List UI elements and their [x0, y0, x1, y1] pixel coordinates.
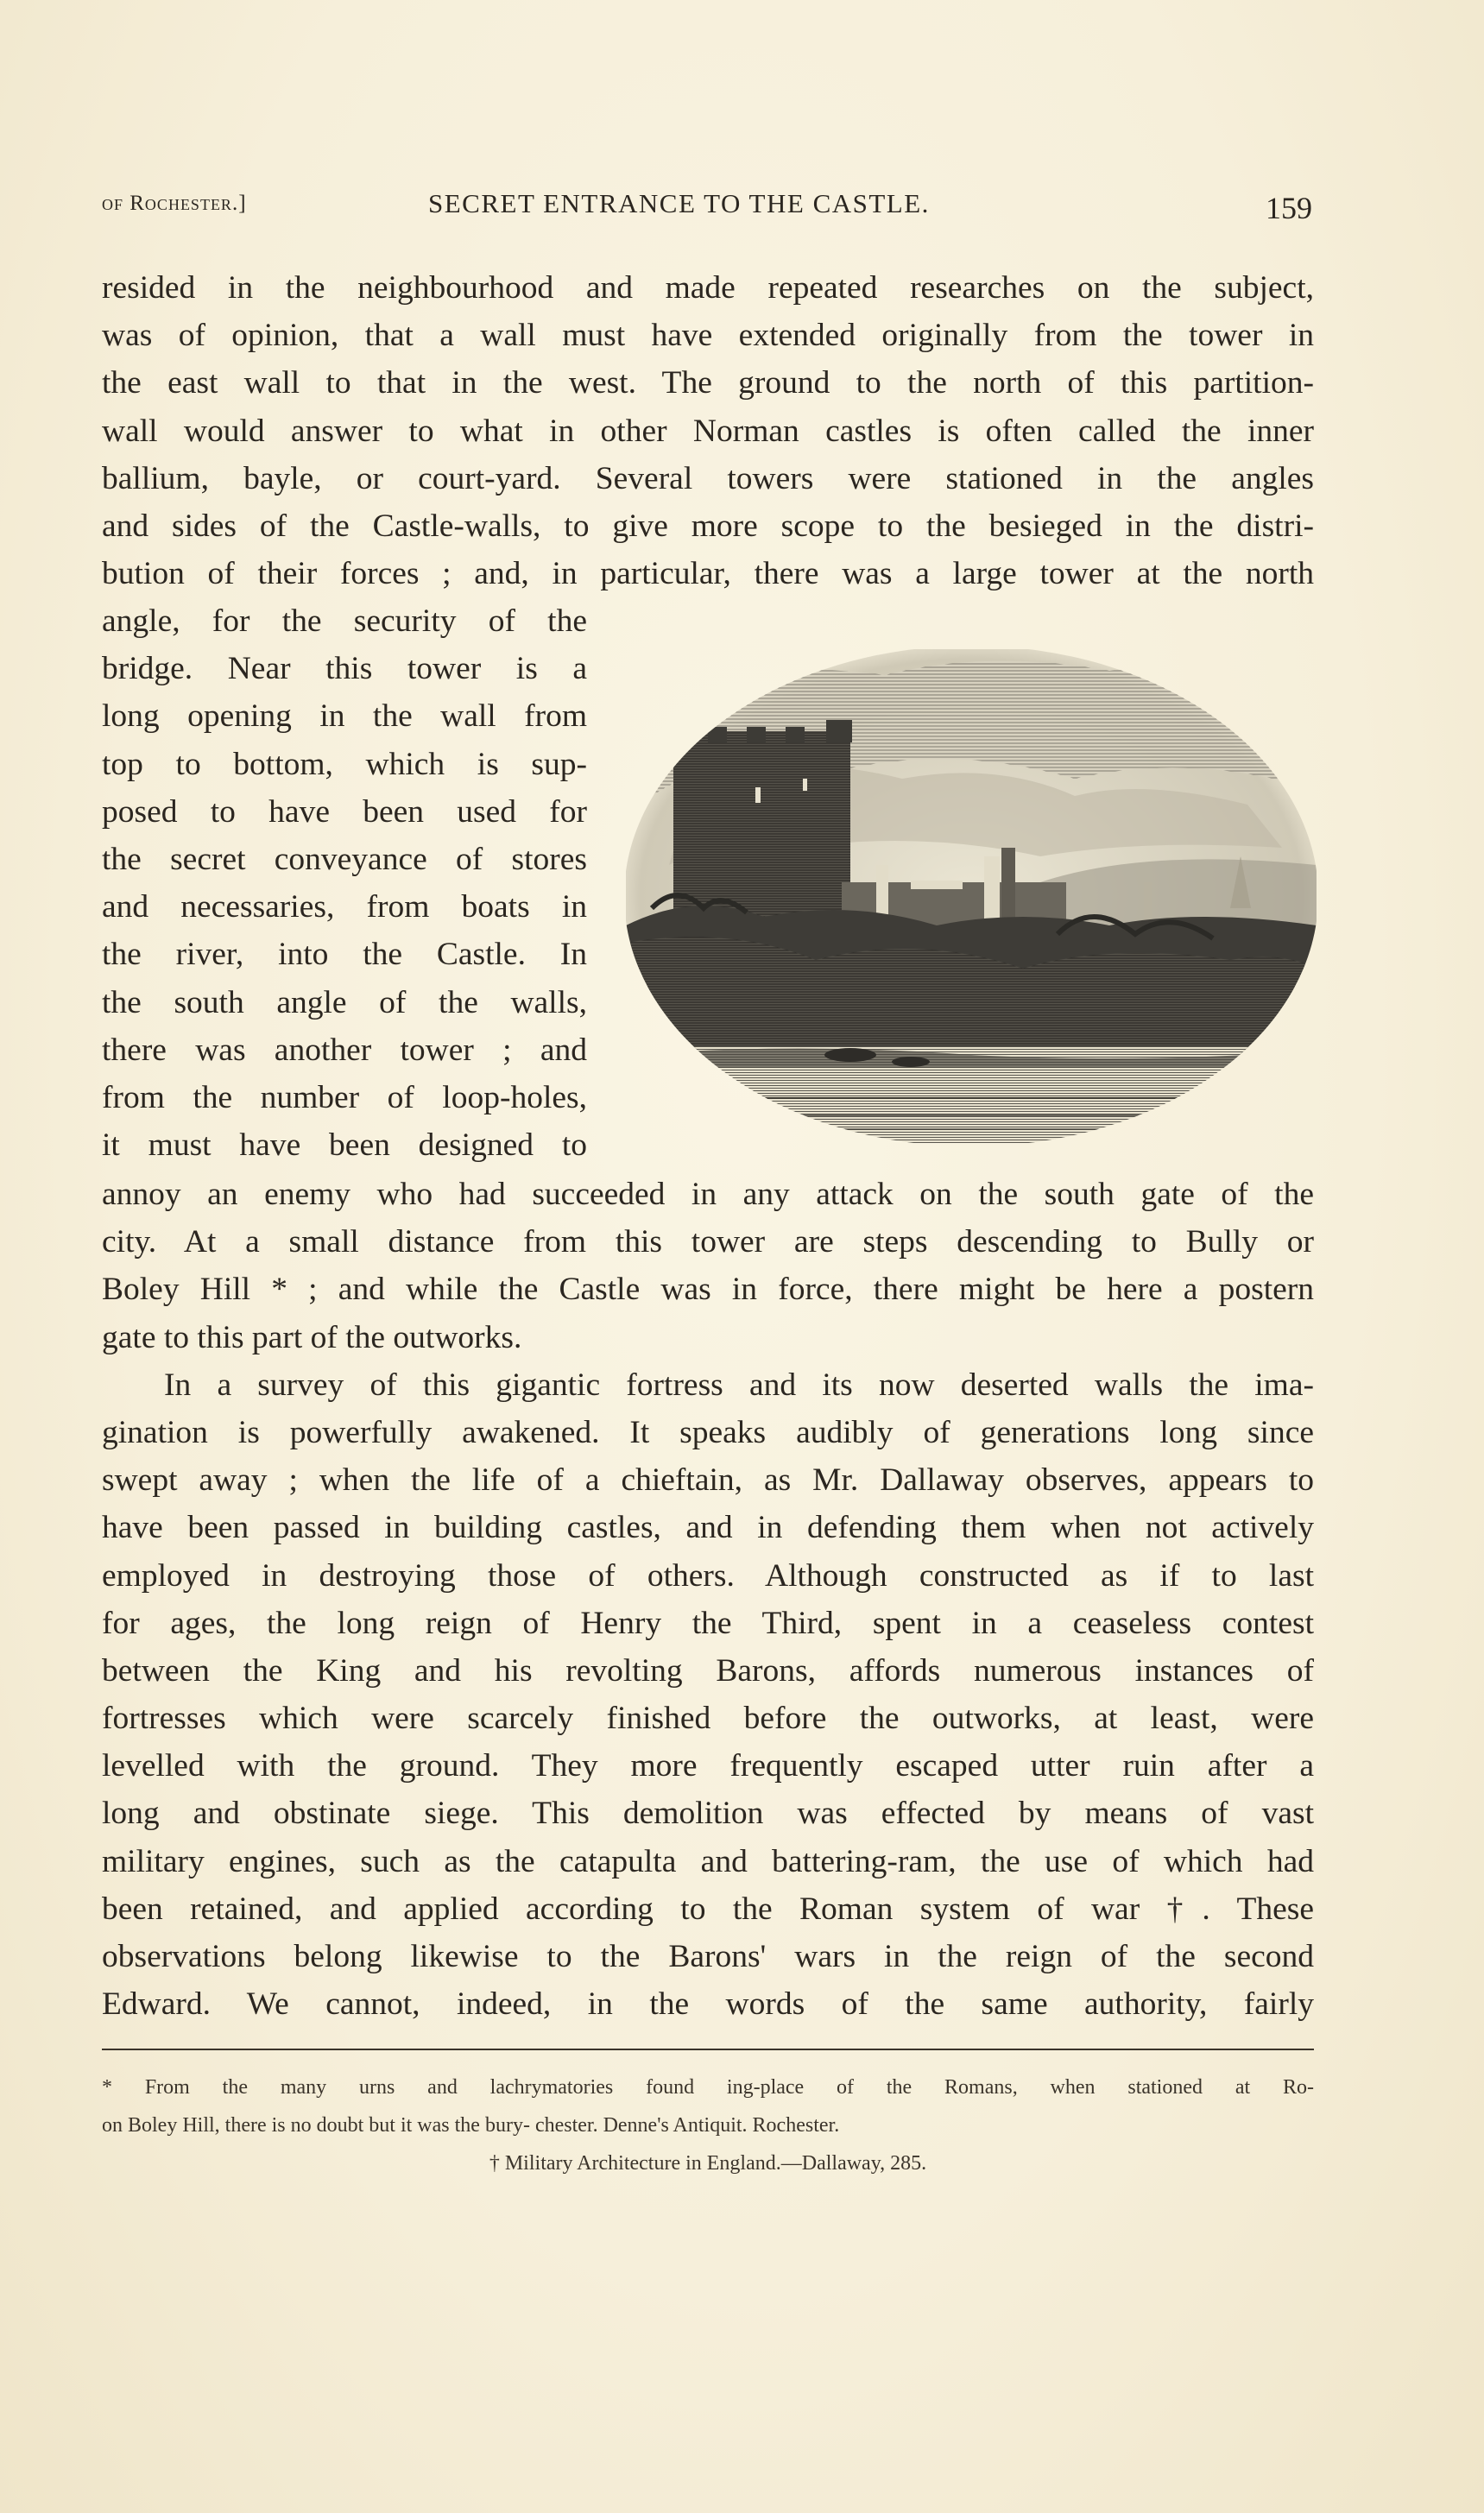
footnote-divider: [102, 2049, 1314, 2050]
text-line: the river, into the Castle. In: [102, 937, 587, 973]
page-number: 159: [1266, 191, 1312, 225]
running-header: [102, 188, 1312, 226]
text-line: between the King and his revolting Barons, affords numerous instances of: [102, 1652, 1314, 1689]
text-line: levelled with the ground. They more frequently escaped utter ruin after a: [102, 1748, 1314, 1784]
footnotes: [102, 2068, 1314, 2182]
text-line: top to bottom, which is sup-: [102, 746, 587, 782]
footnote-line: * From the many urns and lachrymatories found ing-place of the Romans, when stationed at Ro-: [102, 2076, 1314, 2099]
text-line: been retained, and applied according to the Roman system of war †. These: [102, 1891, 1314, 1927]
header-title: SECRET ENTRANCE TO THE CASTLE.: [428, 188, 930, 218]
text-line: Boley Hill * ; and while the Castle was in force, there might be here a postern: [102, 1272, 1314, 1308]
text-line: annoy an enemy who had succeeded in any attack on the south gate of the: [102, 1177, 1314, 1212]
footnote-line: † Military Architecture in England.—Dallaway, 285.: [489, 2152, 927, 2175]
header-section-label: of Rochester.]: [102, 192, 247, 215]
text-line: In a survey of this gigantic fortress and its now deserted walls the ima-: [164, 1367, 1314, 1403]
text-line: military engines, such as the catapulta and battering-ram, the use of which had: [102, 1843, 1314, 1879]
castle-engraving: [626, 649, 1317, 1143]
text-line: and sides of the Castle-walls, to give more scope to the besieged in the distri-: [102, 508, 1314, 544]
text-line: there was another tower ; and: [102, 1032, 587, 1068]
castle-engraving-image: [626, 649, 1317, 1143]
body-text-top: [102, 264, 1314, 597]
text-line: resided in the neighbourhood and made repeated researches on the subject,: [102, 270, 1314, 306]
text-line: wall would answer to what in other Norman castles is often called the inner: [102, 413, 1314, 449]
text-line: from the number of loop-holes,: [102, 1079, 587, 1115]
text-line: long opening in the wall from: [102, 698, 587, 735]
text-line: gate to this part of the outworks.: [102, 1319, 522, 1355]
text-line: bridge. Near this tower is a: [102, 651, 587, 687]
footnote-line: on Boley Hill, there is no doubt but it was the bury- chester. Denne's Antiquit. Rochester.: [102, 2114, 840, 2137]
text-line: the east wall to that in the west. The ground to the north of this partition-: [102, 365, 1314, 401]
text-line: for ages, the long reign of Henry the Third, spent in a ceaseless contest: [102, 1605, 1314, 1641]
text-line: employed in destroying those of others. Although constructed as if to last: [102, 1557, 1314, 1594]
text-line: observations belong likewise to the Barons' wars in the reign of the second: [102, 1939, 1314, 1974]
text-line: gination is powerfully awakened. It speaks audibly of generations long since: [102, 1414, 1314, 1450]
text-line: the south angle of the walls,: [102, 984, 587, 1020]
text-line: angle, for the security of the: [102, 603, 587, 639]
text-line: have been passed in building castles, and in defending them when not actively: [102, 1510, 1314, 1546]
text-line: ballium, bayle, or court-yard. Several towers were stationed in the angles: [102, 460, 1314, 496]
text-line: the secret conveyance of stores: [102, 841, 587, 877]
body-text-wrapped: [102, 597, 587, 1169]
text-line: long and obstinate siege. This demolition was effected by means of vast: [102, 1796, 1314, 1832]
text-line: was of opinion, that a wall must have extended originally from the tower in: [102, 318, 1314, 354]
text-line: fortresses which were scarcely finished before the outworks, at least, were: [102, 1701, 1314, 1737]
text-line: bution of their forces ; and, in particular, there was a large tower at the north: [102, 556, 1314, 592]
text-line: it must have been designed to: [102, 1127, 587, 1164]
text-line: Edward. We cannot, indeed, in the words of the same authority, fairly: [102, 1986, 1314, 2023]
body-text-bottom: [102, 1171, 1314, 2028]
text-line: posed to have been used for: [102, 793, 587, 830]
text-line: swept away ; when the life of a chieftain, as Mr. Dallaway observes, appears to: [102, 1462, 1314, 1499]
text-line: and necessaries, from boats in: [102, 889, 587, 925]
text-line: city. At a small distance from this tower are steps descending to Bully or: [102, 1224, 1314, 1260]
